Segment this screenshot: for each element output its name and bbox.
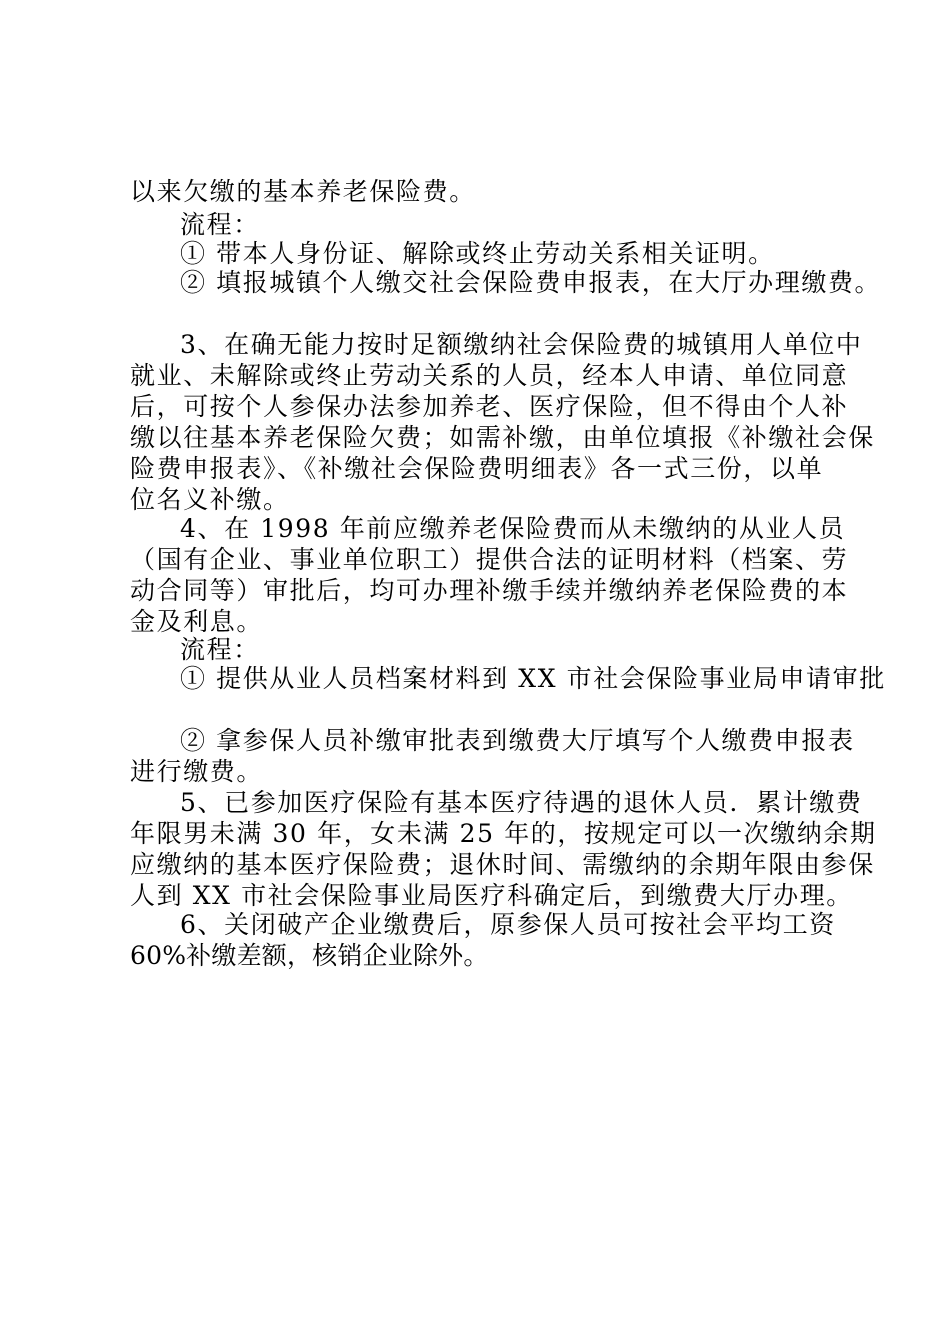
paragraph-line: 年限男未满 30 年，女未满 25 年的，按规定可以一次缴纳余期 — [130, 819, 877, 848]
paragraph-line: 应缴纳的基本医疗保险费；退休时间、需缴纳的余期年限由参保 — [130, 850, 875, 879]
process-step: ① 提供从业人员档案材料到 XX 市社会保险事业局申请审批 — [180, 664, 886, 693]
paragraph-line: 动合同等）审批后，均可办理补缴手续并缴纳养老保险费的本 — [130, 576, 849, 605]
paragraph-line: 后，可按个人参保办法参加养老、医疗保险，但不得由个人补 — [130, 392, 849, 421]
paragraph-line: 就业、未解除或终止劳动关系的人员，经本人申请、单位同意 — [130, 361, 849, 390]
paragraph-line: 以来欠缴的基本养老保险费。 — [130, 177, 476, 206]
process-heading: 流程： — [180, 635, 260, 664]
paragraph-line: 4、在 1998 年前应缴养老保险费而从未缴纳的从业人员 — [180, 514, 846, 543]
paragraph-line: 6、关闭破产企业缴费后，原参保人员可按社会平均工资 — [180, 910, 836, 939]
paragraph-line: 5、已参加医疗保险有基本医疗待遇的退休人员．累计缴费 — [180, 788, 863, 817]
process-step: ② 填报城镇个人缴交社会保险费申报表，在大厅办理缴费。 — [180, 268, 882, 297]
paragraph-line: 险费申报表》、《补缴社会保险费明细表》各一式三份，以单 — [130, 454, 824, 483]
paragraph-line: 3、在确无能力按时足额缴纳社会保险费的城镇用人单位中 — [180, 330, 863, 359]
paragraph-line: 缴以往基本养老保险欠费；如需补缴，由单位填报《补缴社会保 — [130, 423, 875, 452]
paragraph-line: （国有企业、事业单位职工）提供合法的证明材料（档案、劳 — [130, 545, 849, 574]
paragraph-line: 进行缴费。 — [130, 757, 264, 786]
process-step: ① 带本人身份证、解除或终止劳动关系相关证明。 — [180, 239, 775, 268]
paragraph-line: 人到 XX 市社会保险事业局医疗科确定后，到缴费大厅办理。 — [130, 881, 853, 910]
paragraph-line: 金及利息。 — [130, 607, 264, 636]
paragraph-line: 60%补缴差额，核销企业除外。 — [130, 941, 489, 970]
process-step: ② 拿参保人员补缴审批表到缴费大厅填写个人缴费申报表 — [180, 726, 855, 755]
process-heading: 流程： — [180, 210, 260, 239]
paragraph-line: 位名义补缴。 — [130, 485, 290, 514]
